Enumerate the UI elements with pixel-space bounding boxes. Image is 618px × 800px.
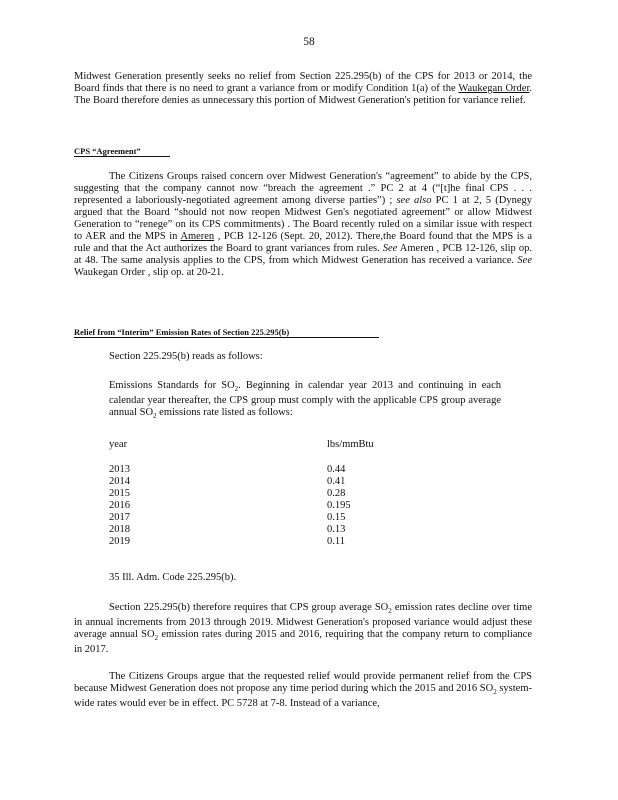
schedule-rate-2016: 0.195 xyxy=(327,500,351,511)
see-signal-1: See xyxy=(382,243,398,254)
schedule-rate-2014: 0.41 xyxy=(327,476,346,487)
schedule-year-2013: 2013 xyxy=(109,464,130,475)
para2-text-1: The Citizens Groups raised concern over Midwest Generation's “agreement” to abide by the CPS, suggesting that the company cannot now “breach the agreement .” PC 2 at 4 (“[t]he final CPS . . . represented a laboriously-negotiated agreement among diverse parties”) ; xyxy=(74,171,532,206)
para2-text-4: Ameren , PCB 12-126, slip op. at 48. The same analysis applies to the CPS, from which Midwest Generation has received a variance. xyxy=(74,243,532,266)
schedule-year-2017: 2017 xyxy=(109,512,130,523)
see-also-signal: see also xyxy=(396,195,432,206)
statute-text-2: . Beginning in calendar year 2013 and continuing in each calendar year thereafter, the CPS group must comply with the applicable CPS group average annual SO xyxy=(109,380,501,419)
schedule-rate-2019: 0.11 xyxy=(327,536,345,547)
para2-text-2: PC 1 at 2, 5 (Dynegy argued that the Board “should not now reopen Midwest Gen's negotiated agreement” or allow Midwest Generation to “renege” on its CPS commitments) . The Board recently ruled on a similar issue with respect to AER and the MPS in xyxy=(74,195,532,242)
paragraph-cps-agreement xyxy=(74,171,532,279)
para4-text-2: system-wide rates would ever be in effect. PC 5728 at 7-8. Instead of a variance, xyxy=(74,683,532,710)
heading-relief-interim-rates: Relief from “Interim” Emission Rates of Section 225.295(b) xyxy=(74,327,290,337)
see-signal-2: See xyxy=(517,255,532,266)
para1-text-1: Midwest Generation presently seeks no relief from Section 225.295(b) of the CPS for 2013 or 2014, the Board finds that there is no need to grant a variance from or modify Condition 1(a) of the xyxy=(74,71,532,94)
para2-text-3: , PCB 12-126 (Sept. 20, 2012). There,the Board found that the MPS is a rule and that the Act authorizes the Board to grant variances from rules. xyxy=(74,231,532,254)
statute-quote xyxy=(109,380,501,422)
statute-sub-2: 2 xyxy=(153,412,157,421)
para1-text-2: . The Board therefore denies as unnecessary this portion of Midwest Generation's petition for variance relief. xyxy=(74,83,533,106)
section-reads-line: Section 225.295(b) reads as follows: xyxy=(109,351,263,362)
heading-cps-agreement-rule xyxy=(74,156,170,157)
para4-text-1: The Citizens Groups argue that the requested relief would provide permanent relief from the CPS because Midwest Generation does not propose any time period during which the 2015 and 2016 SO xyxy=(74,671,532,694)
para3-text-3: emission rates during 2015 and 2016, requiring that the company return to compliance in 2017. xyxy=(74,629,532,656)
statute-text-3: emissions rate listed as follows: xyxy=(156,407,293,419)
schedule-year-header: year xyxy=(109,439,128,450)
heading-cps-agreement: CPS “Agreement” xyxy=(74,146,141,156)
schedule-rate-2017: 0.15 xyxy=(327,512,346,523)
schedule-rate-2018: 0.13 xyxy=(327,524,346,535)
statute-sub-1: 2 xyxy=(234,385,239,394)
para3-sub-2: 2 xyxy=(154,634,159,643)
page-number: 58 xyxy=(303,36,315,48)
schedule-rate-header: lbs/mmBtu xyxy=(327,439,374,450)
schedule-year-2018: 2018 xyxy=(109,524,130,535)
para3-text-1: Section 225.295(b) therefore requires that CPS group average SO xyxy=(109,602,389,613)
heading-relief-rule xyxy=(74,337,379,338)
para4-sub-1: 2 xyxy=(493,688,497,697)
para3-sub-1: 2 xyxy=(388,607,392,616)
ameren-ref: Ameren xyxy=(180,231,215,242)
schedule-year-2019: 2019 xyxy=(109,536,130,547)
para3-text-2: emission rates decline over time in annual increments from 2013 through 2019. Midwest Generation's proposed variance would adjust these average annual SO xyxy=(74,602,532,641)
schedule-year-2015: 2015 xyxy=(109,488,130,499)
schedule-year-2016: 2016 xyxy=(109,500,130,511)
code-citation: 35 Ill. Adm. Code 225.295(b). xyxy=(109,572,237,583)
para2-text-5: Waukegan Order , slip op. at 20-21. xyxy=(74,267,224,278)
paragraph-waukegan-condition xyxy=(74,71,532,107)
waukegan-order-ref: Waukegan Order xyxy=(458,83,530,94)
paragraph-citizens-groups-argue xyxy=(74,671,532,710)
schedule-rate-2013: 0.44 xyxy=(327,464,346,475)
schedule-rate-2015: 0.28 xyxy=(327,488,346,499)
schedule-year-2014: 2014 xyxy=(109,476,130,487)
statute-text-1: Emissions Standards for SO xyxy=(109,380,235,391)
paragraph-section-225-295b xyxy=(74,602,532,656)
